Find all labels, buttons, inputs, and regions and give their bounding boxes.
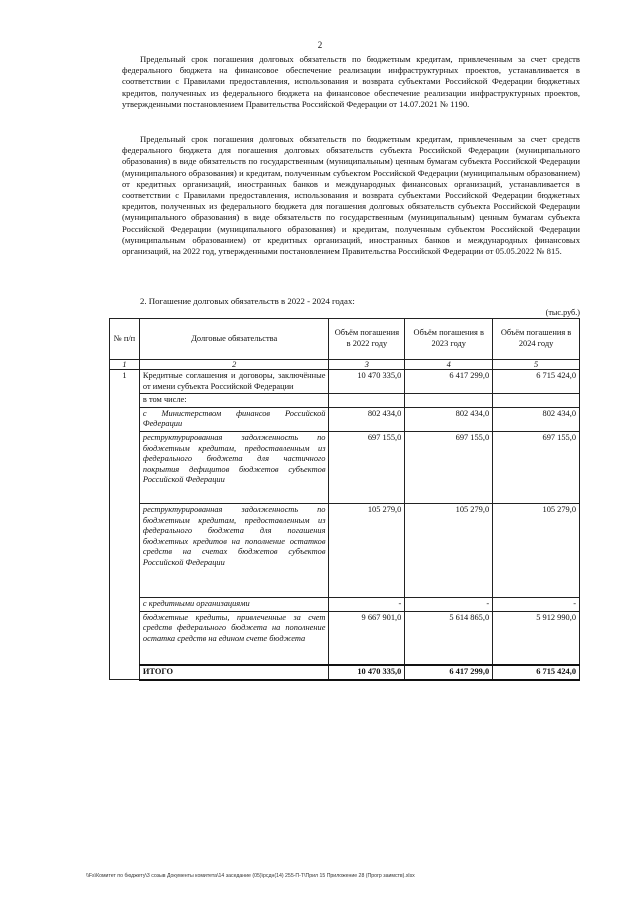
value-2022: 9 667 901,0 [329, 611, 405, 665]
value-2022: - [329, 597, 405, 611]
section-heading: 2. Погашение долговых обязательств в 2022 - 2024 годах: [140, 296, 355, 306]
value-2022: 802 434,0 [329, 407, 405, 431]
row-label: Кредитные соглашения и договоры, заключённые от имени субъекта Российской Федерации [139, 370, 329, 394]
page-number: 2 [317, 40, 323, 50]
row-label: с Министерством финансов Российской Федерации [139, 407, 329, 431]
column-number: 3 [329, 360, 405, 370]
column-number: 2 [139, 360, 329, 370]
row-label: бюджетные кредиты, привлеченные за счет средств федерального бюджета на пополнение остатка средств на едином счете бюджета [139, 611, 329, 665]
table-row [110, 597, 580, 611]
row-number: 1 [110, 370, 140, 680]
table-row-including [110, 394, 580, 408]
value-2023: - [405, 597, 493, 611]
value-2024: 6 715 424,0 [493, 370, 580, 394]
value-2023: 105 279,0 [405, 503, 493, 597]
value-2024: - [493, 597, 580, 611]
table-header-row [110, 319, 580, 360]
debt-repayment-table [109, 318, 580, 681]
unit-label: (тыс.руб.) [545, 308, 580, 317]
value-2023: 802 434,0 [405, 407, 493, 431]
value-2022: 697 155,0 [329, 431, 405, 503]
table-row [110, 503, 580, 597]
file-path-footer: \\Fs\Комитет по бюджету\3 созыв Документы комитета\14 заседание (05)\рсдн(14) 255-П-Т\Прил 15 Приложение 28 (Прогр заимств).xlsx [86, 873, 415, 879]
value-2024: 697 155,0 [493, 431, 580, 503]
value-2023: 697 155,0 [405, 431, 493, 503]
row-label: реструктурированная задолженность по бюджетным кредитам, предоставленным из федерального бюджета для частичного покрытия дефицитов бюджетов субъектов Российской Федерации [139, 431, 329, 503]
table-row [110, 431, 580, 503]
table-row-main [110, 370, 580, 394]
header-obligations: Долговые обязательства [139, 319, 329, 360]
paragraph-debt-repayment-credits: Предельный срок погашения долговых обязательств по бюджетным кредитам, привлеченным за счет средств федерального бюджета для погашения долговых обязательств субъекта Российской Федерации (муниципального образования) в виде обязательств по государственным (муниципальным) ценным бумагам субъекта Российской Федерации (муниципального образования) и кредитам, полученным субъектом Российской Федерации (муниципальным образованием) от кредитных организаций, иностранных банков и международных финансовых организаций, устанавливается в соответствии с Правилами предоставления, использования и возврата субъектами Российской Федерации бюджетных кредитов, полученных из федерального бюджета для погашения долговых обязательств субъекта Российской Федерации (муниципального образования) в виде обязательств по государственным (муниципальным) ценным бумагам субъекта Российской Федерации (муниципального образования) и кредитам, полученным субъектом Российской Федерации (муниципальным образованием) от кредитных организаций, иностранных банков и международных финансовых организаций, на 2022 год, утвержденными постановлением Правительства Российской Федерации от 05.05.2022 № 815. [122, 134, 580, 257]
header-2022: Объём погашения в 2022 году [329, 319, 405, 360]
value-2024: 105 279,0 [493, 503, 580, 597]
total-label: ИТОГО [139, 665, 329, 680]
value-2022: 105 279,0 [329, 503, 405, 597]
total-2022: 10 470 335,0 [329, 665, 405, 680]
column-number: 4 [405, 360, 493, 370]
column-number: 1 [110, 360, 140, 370]
value-2023: 6 417 299,0 [405, 370, 493, 394]
table-row [110, 407, 580, 431]
including-label: в том числе: [139, 394, 329, 408]
table-row-total [110, 665, 580, 680]
paragraph-infrastructure-credits: Предельный срок погашения долговых обязательств по бюджетным кредитам, привлеченным за счет средств федерального бюджета на финансовое обеспечение реализации инфраструктурных проектов, устанавливается в соответствии с Правилами предоставления, использования и возврата субъектами Российской Федерации бюджетных кредитов, полученных из федерального бюджета на финансовое обеспечение реализации инфраструктурных проектов, утвержденными постановлением Правительства Российской Федерации от 14.07.2021 № 1190. [122, 54, 580, 109]
value-2022: 10 470 335,0 [329, 370, 405, 394]
header-number: № п/п [110, 319, 140, 360]
header-2023: Объём погашения в 2023 году [405, 319, 493, 360]
value-2023: 5 614 865,0 [405, 611, 493, 665]
value-2024: 5 912 990,0 [493, 611, 580, 665]
table-row [110, 611, 580, 665]
header-2024: Объём погашения в 2024 году [493, 319, 580, 360]
column-number-row [110, 360, 580, 370]
column-number: 5 [493, 360, 580, 370]
value-2024: 802 434,0 [493, 407, 580, 431]
total-2023: 6 417 299,0 [405, 665, 493, 680]
total-2024: 6 715 424,0 [493, 665, 580, 680]
row-label: с кредитными организациями [139, 597, 329, 611]
row-label: реструктурированная задолженность по бюджетным кредитам, предоставленным из федерального бюджета для погашения бюджетных кредитов на пополнение остатков средств на счетах бюджетов субъектов Российской Федерации [139, 503, 329, 597]
